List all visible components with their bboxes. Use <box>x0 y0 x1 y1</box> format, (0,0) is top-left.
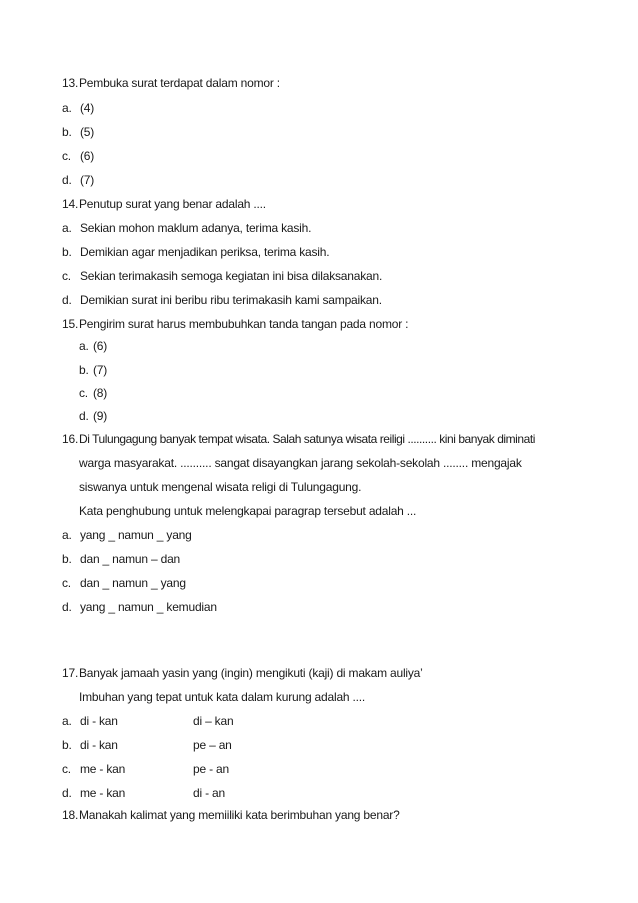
option-text: (7) <box>93 363 108 377</box>
question-number: 14. <box>62 197 79 211</box>
option-col-1: di - kan <box>80 714 118 728</box>
option-label: d. <box>62 293 72 307</box>
option-text: yang _ namun _ kemudian <box>80 600 217 614</box>
option-label: c. <box>62 762 71 776</box>
question-text-line-1: Di Tulungagung banyak tempat wisata. Salah satunya wisata reiligi .......... kini banyak diminati <box>79 432 535 446</box>
option-label: d. <box>62 173 72 187</box>
option-text: (9) <box>93 409 108 423</box>
option-label: d. <box>62 786 72 800</box>
option-label: a. <box>62 101 72 115</box>
option-text: (6) <box>80 149 95 163</box>
option-text: Demikian agar menjadikan periksa, terima kasih. <box>80 245 330 259</box>
question-16-line-3: siswanya untuk mengenal wisata religi di Tulungagung. <box>79 480 362 494</box>
option-label: d. <box>79 409 89 423</box>
question-text-line-1: Banyak jamaah yasin yang (ingin) mengikuti (kaji) di makam auliya’ <box>79 666 423 680</box>
option-label: a. <box>62 714 72 728</box>
option-col-2: pe – an <box>193 738 232 752</box>
question-text: Pembuka surat terdapat dalam nomor : <box>79 76 280 90</box>
option-label: b. <box>62 125 72 139</box>
option-col-1: di - kan <box>80 738 118 752</box>
option-label: b. <box>62 738 72 752</box>
option-col-1: me - kan <box>80 762 126 776</box>
option-text: Sekian mohon maklum adanya, terima kasih. <box>80 221 312 235</box>
option-label: b. <box>79 363 89 377</box>
option-label: c. <box>62 576 71 590</box>
option-label: a. <box>79 339 89 353</box>
option-text: (7) <box>80 173 95 187</box>
question-text: Pengirim surat harus membubuhkan tanda tangan pada nomor : <box>79 317 409 331</box>
question-number: 13. <box>62 76 79 90</box>
question-16-line-2: warga masyarakat. .......... sangat disayangkan jarang sekolah-sekolah ........ mengajak <box>79 456 522 470</box>
option-col-2: pe - an <box>193 762 229 776</box>
option-text: Demikian surat ini beribu ribu terimakasih kami sampaikan. <box>80 293 382 307</box>
option-text: yang _ namun _ yang <box>80 528 192 542</box>
option-text: (4) <box>80 101 95 115</box>
option-text: (8) <box>93 386 108 400</box>
option-col-1: me - kan <box>80 786 126 800</box>
question-number: 18. <box>62 808 79 822</box>
question-text: Penutup surat yang benar adalah .... <box>79 197 266 211</box>
option-label: d. <box>62 600 72 614</box>
option-label: c. <box>62 269 71 283</box>
option-col-2: di - an <box>193 786 225 800</box>
question-17-line-2: Imbuhan yang tepat untuk kata dalam kurung adalah .... <box>79 690 366 704</box>
option-label: a. <box>62 528 72 542</box>
option-text: dan _ namun _ yang <box>80 576 186 590</box>
option-col-2: di – kan <box>193 714 234 728</box>
option-text: (5) <box>80 125 95 139</box>
question-16-line-4: Kata penghubung untuk melengkapai paragrap tersebut adalah ... <box>79 504 417 518</box>
option-label: c. <box>62 149 71 163</box>
option-label: a. <box>62 221 72 235</box>
question-text: Manakah kalimat yang memiiliki kata berimbuhan yang benar? <box>79 808 400 822</box>
question-number: 16. <box>62 432 79 446</box>
option-text: dan _ namun – dan <box>80 552 181 566</box>
question-number: 15. <box>62 317 79 331</box>
option-label: c. <box>79 386 88 400</box>
option-label: b. <box>62 552 72 566</box>
option-label: b. <box>62 245 72 259</box>
option-text: (6) <box>93 339 108 353</box>
question-number: 17. <box>62 666 79 680</box>
option-text: Sekian terimakasih semoga kegiatan ini bisa dilaksanakan. <box>80 269 383 283</box>
